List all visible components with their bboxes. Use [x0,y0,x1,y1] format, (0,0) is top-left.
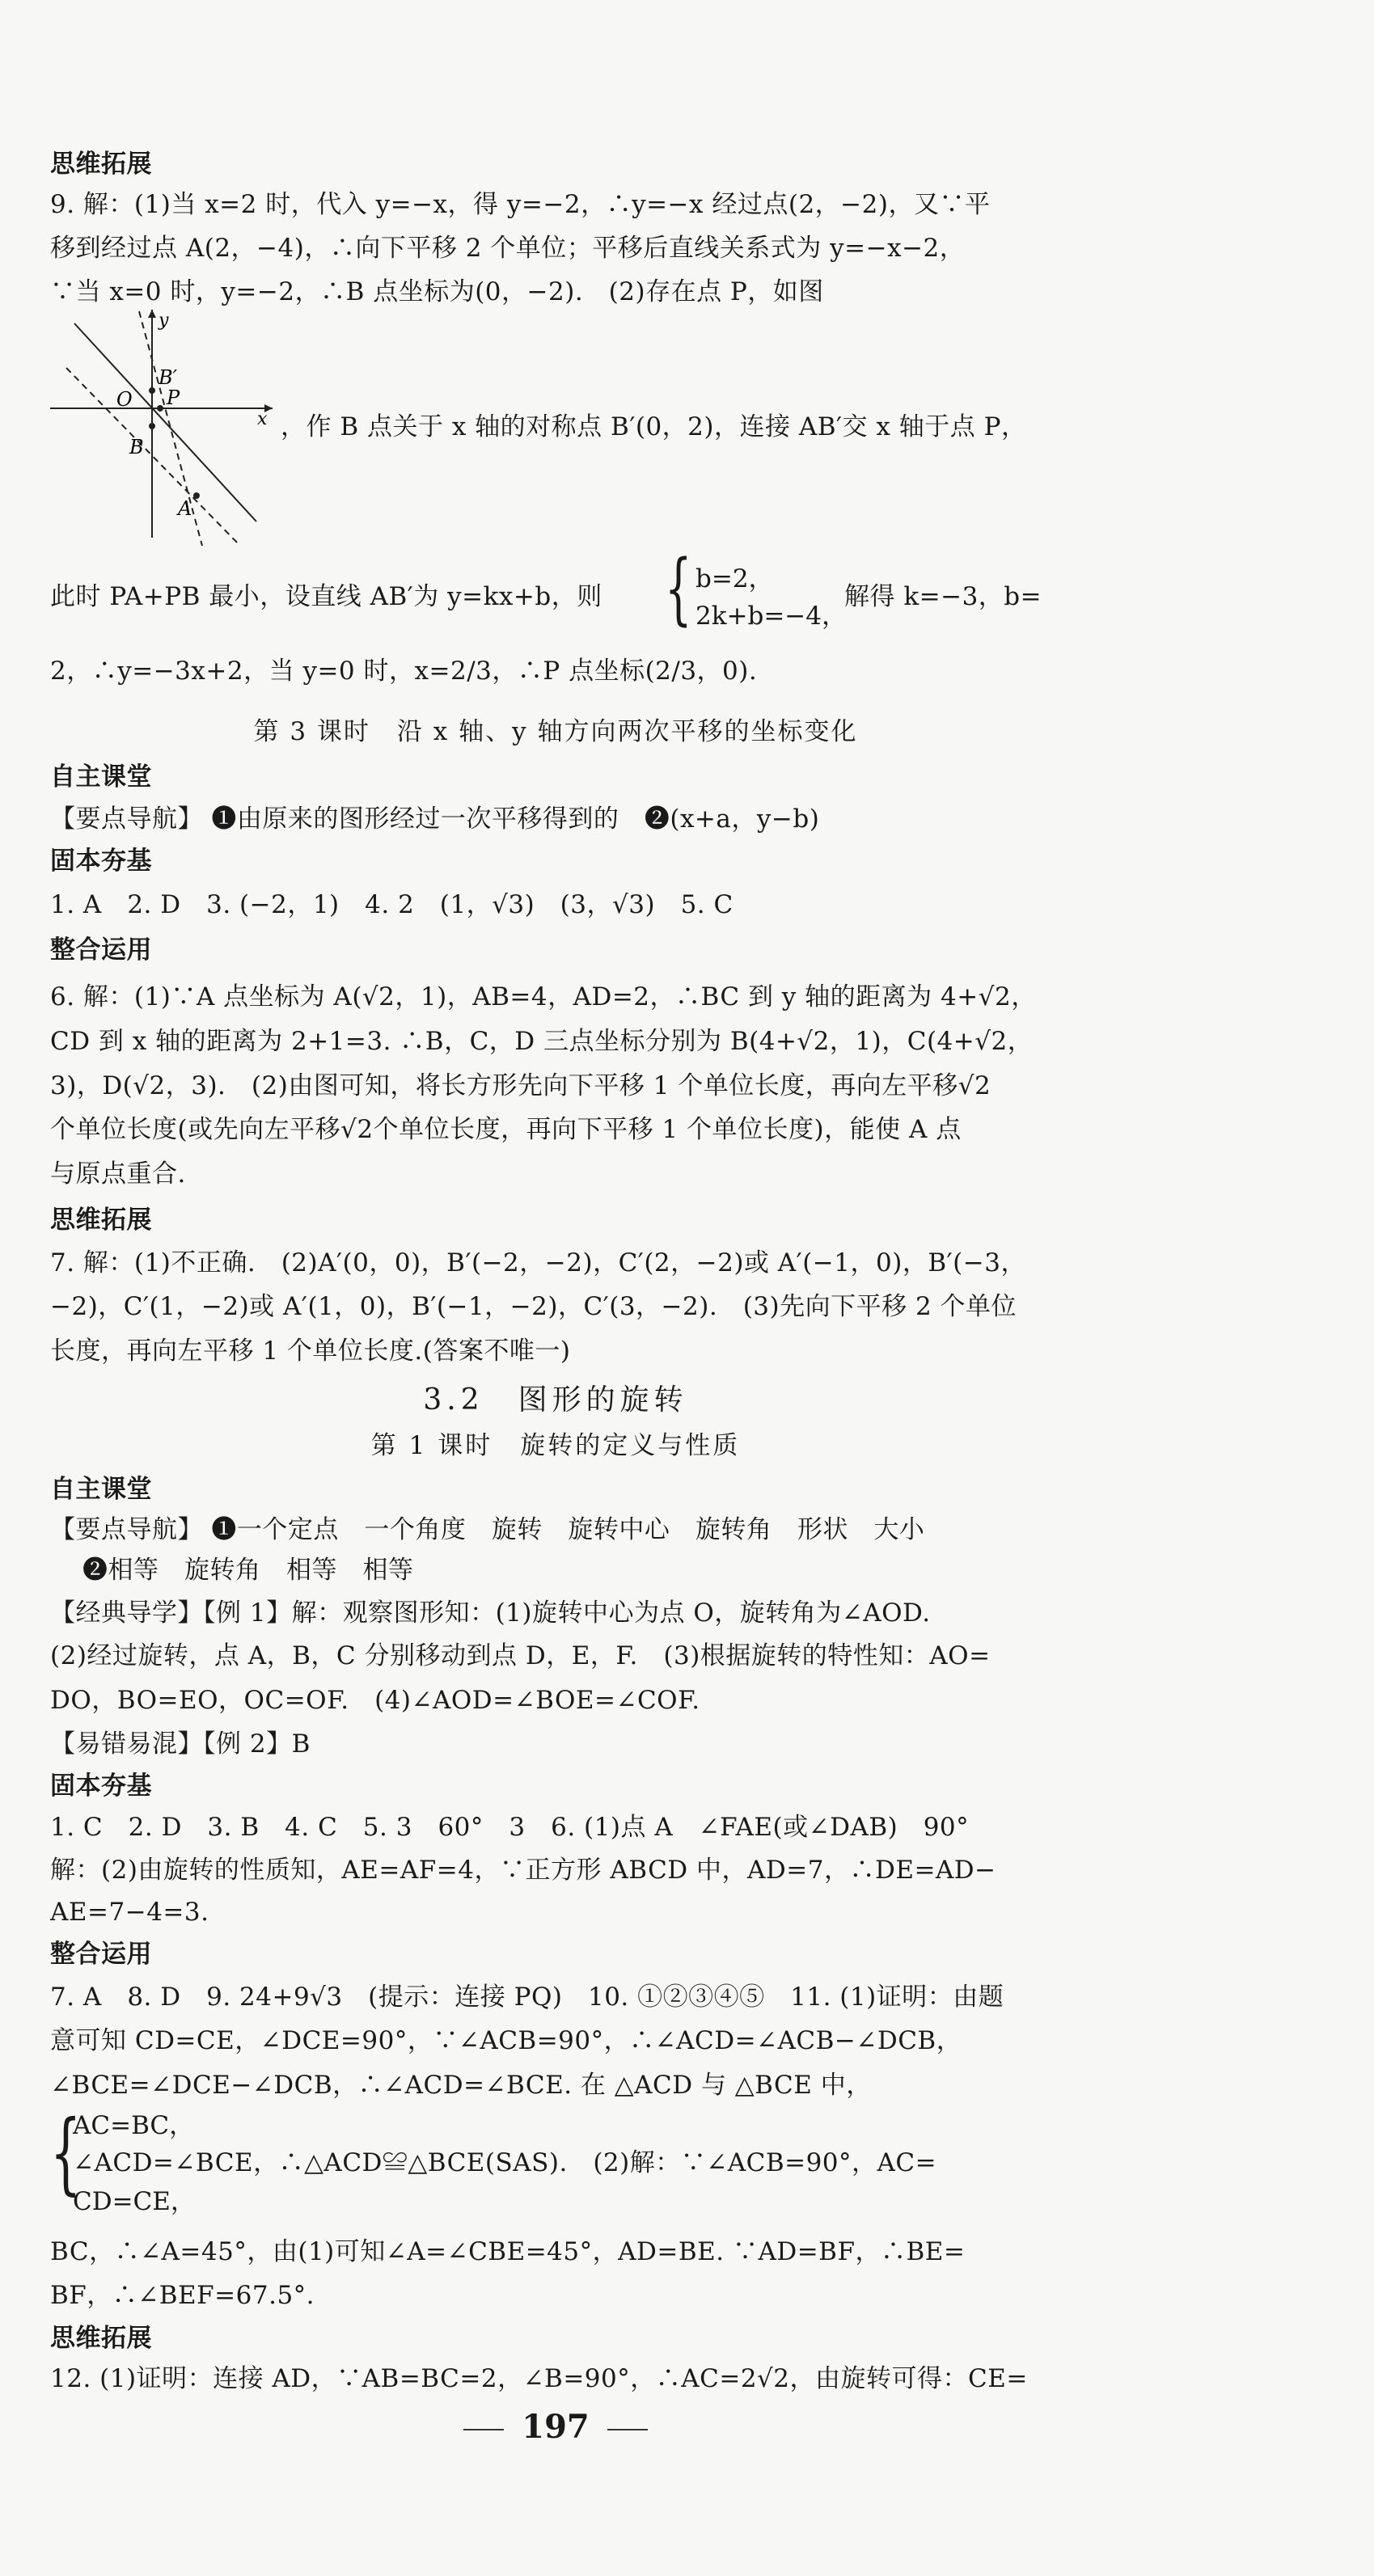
text-line: ∵当 x=0 时，y=−2，∴B 点坐标为(0，−2). (2)存在点 P，如图 [50,277,824,306]
text-line: 12. (1)证明：连接 AD，∵AB=BC=2，∠B=90°，∴AC=2√2，由旋转可得：CE= [50,2364,1028,2393]
text-line: 9. 解：(1)当 x=2 时，代入 y=−x，得 y=−2，∴y=−x 经过点(2，−2)，又∵平 [50,190,991,219]
text-line: BC，∴∠A=45°，由(1)可知∠A=∠CBE=45°，AD=BE. ∵AD=BF，∴BE= [50,2237,966,2266]
text-line: 6. 解：(1)∵A 点坐标为 A(√2，1)，AB=4，AD=2，∴BC 到 y 轴的距离为 4+√2， [50,982,1037,1011]
text-line: BF，∴∠BEF=67.5°. [50,2281,315,2310]
text-line: 1. A 2. D 3. (−2，1) 4. 2 (1，√3) (3，√3) 5. C [50,890,734,919]
text-line: (2)经过旋转，点 A，B，C 分别移动到点 D，E，F. (3)根据旋转的特性知：AO= [50,1641,991,1670]
text-line: 此时 PA+PB 最小，设直线 AB′为 y=kx+b，则 [50,582,602,611]
brace: { [50,2101,82,2204]
text-line: 解得 k=−3，b= [844,582,1042,611]
text-line: 1. C 2. D 3. B 4. C 5. 3 60° 3 6. (1)点 A ∠FAE(或∠DAB) 90° [50,1813,970,1842]
y-axis-label: y [159,310,169,331]
text-line: 【经典导学】【例 1】解：观察图形知：(1)旋转中心为点 O，旋转角为∠AOD. [50,1598,931,1628]
text-line: AE=7−4=3. [50,1898,209,1927]
dash-left [463,2429,504,2430]
x-axis-label: x [257,409,268,429]
coordinate-figure [50,303,281,554]
section-heading: 固本夯基 [50,847,152,876]
text-line: 解：(2)由旋转的性质知，AE=AF=4，∵正方形 ABCD 中，AD=7，∴DE=AD− [50,1856,996,1885]
point-bprime-label: B′ [159,366,178,389]
text-line: 【要点导航】 ❶一个定点 一个角度 旋转 旋转中心 旋转角 形状 大小 [50,1515,925,1544]
answer-page [50,0,1061,2576]
text-line: 【易错易混】【例 2】B [50,1729,311,1759]
text-line: CD 到 x 轴的距离为 2+1=3. ∴B，C，D 三点坐标分别为 B(4+√2，1)，C(4+√2， [50,1027,1034,1056]
text-line: 3)，D(√2，3). (2)由图可知，将长方形先向下平移 1 个单位长度，再向左平移√2 [50,1071,991,1100]
point-a-label: A [178,497,192,520]
brace: { [665,543,692,634]
text-line: 移到经过点 A(2，−4)，∴向下平移 2 个单位；平移后直线关系式为 y=−x−2， [50,234,966,263]
point-b-label: B [129,436,144,458]
point-p-label: P [167,386,180,409]
text-line: 长度，再向左平移 1 个单位长度.(答案不唯一) [50,1337,571,1366]
text-line: ，作 B 点关于 x 轴的对称点 B′(0，2)，连接 AB′交 x 轴于点 P， [281,412,1027,441]
section-heading: 思维拓展 [50,1206,152,1235]
section-heading: 思维拓展 [50,2324,152,2353]
text-line: 意可知 CD=CE，∠DCE=90°，∵∠ACB=90°，∴∠ACD=∠ACB−∠DCB， [50,2026,962,2055]
section-heading: 整合运用 [50,935,152,965]
text-line: ∠ACD=∠BCE，∴△ACD≌△BCE(SAS). (2)解：∵∠ACB=90°，AC= [73,2148,937,2177]
text-line: 7. 解：(1)不正确. (2)A′(0，0)，B′(−2，−2)，C′(2，−2)或 A′(−1，0)，B′(−3， [50,1248,1026,1277]
text-line: DO，BO=EO，OC=OF. (4)∠AOD=∠BOE=∠COF. [50,1686,700,1715]
section-heading: 自主课堂 [50,762,152,792]
text-line: −2)，C′(1，−2)或 A′(1，0)，B′(−1，−2)，C′(3，−2). (3)先向下平移 2 个单位 [50,1292,1017,1321]
text-line: 与原点重合. [50,1159,186,1189]
page-number [50,2408,1061,2446]
section-heading: 自主课堂 [50,1475,152,1504]
equation: 2k+b=−4， [695,602,847,631]
lesson-title: 第 3 课时 沿 x 轴、y 轴方向两次平移的坐标变化 [253,717,858,746]
text-line: ❷相等 旋转角 相等 相等 [82,1556,414,1585]
equation: b=2， [695,564,774,593]
lesson-title: 第 1 课时 旋转的定义与性质 [370,1431,741,1460]
section-heading: 整合运用 [50,1940,152,1969]
section-heading: 固本夯基 [50,1772,152,1801]
page-number-text: 197 [522,2408,590,2446]
text-line: 2，∴y=−3x+2，当 y=0 时，x=2/3，∴P 点坐标(2/3，0). [50,657,758,686]
dash-right [607,2429,648,2430]
text-line: 【要点导航】 ❶由原来的图形经过一次平移得到的 ❷(x+a，y−b) [50,804,820,834]
section-title: 3.2 图形的旋转 [423,1383,688,1417]
origin-label: O [116,388,133,411]
equation: AC=BC， [73,2111,195,2140]
text-line: ∠BCE=∠DCE−∠DCB，∴∠ACD=∠BCE. 在 △ACD 与 △BCE 中， [50,2071,872,2100]
text-line: 7. A 8. D 9. 24+9√3 (提示：连接 PQ) 10. ①②③④⑤ 11. (1)证明：由题 [50,1983,1004,2012]
section-heading: 思维拓展 [50,150,152,179]
text-line: 个单位长度(或先向左平移√2个单位长度，再向下平移 1 个单位长度)，能使 A 点 [50,1115,962,1144]
equation: CD=CE， [73,2187,196,2216]
